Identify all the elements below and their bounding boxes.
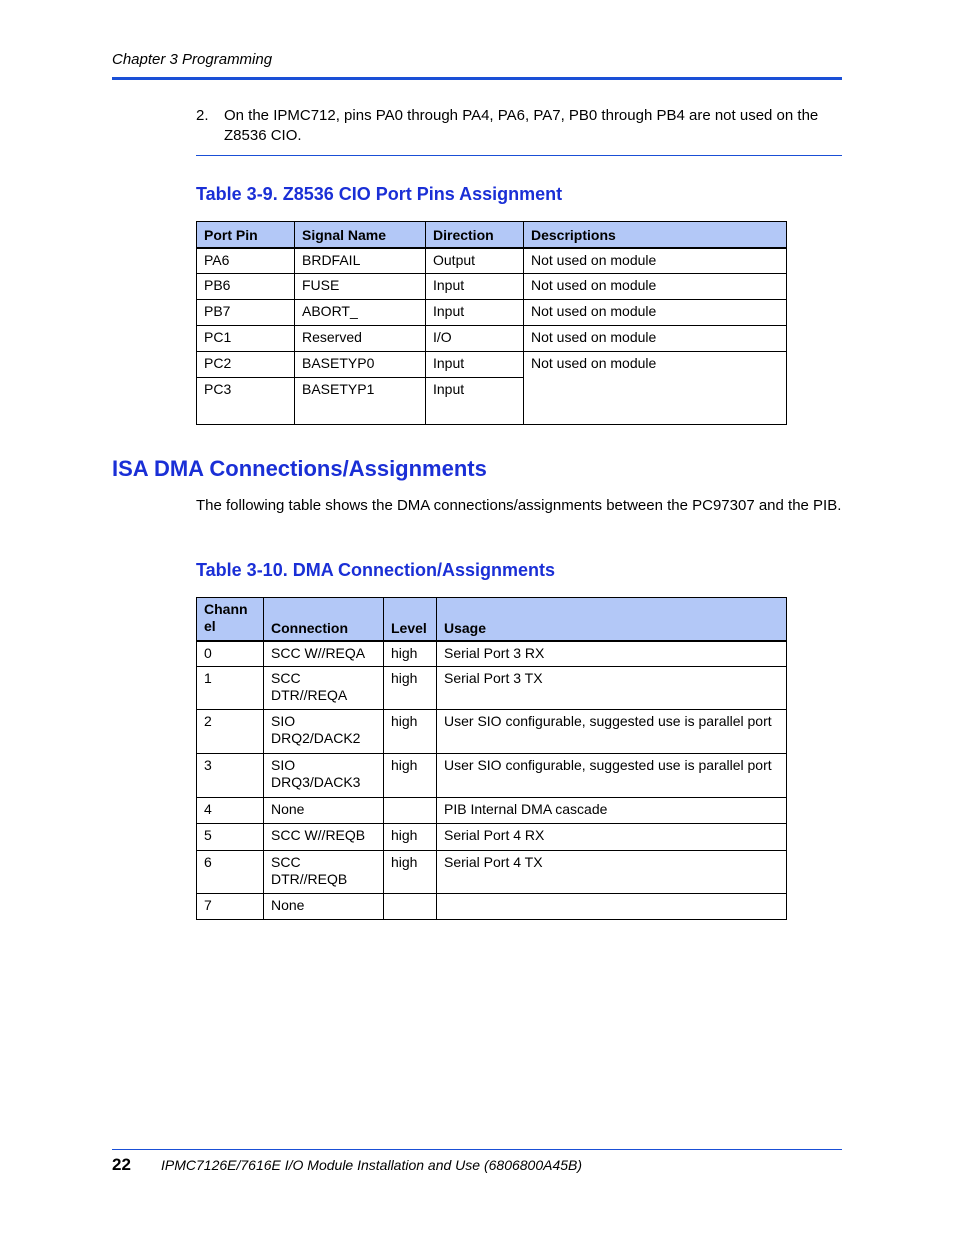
table-cell: PA6 (197, 248, 295, 274)
table-cell: 0 (197, 641, 264, 667)
table-header-row (197, 222, 787, 248)
column-header: Chann el (197, 598, 264, 641)
table-cell: I/O (426, 326, 524, 352)
table-header-row (197, 598, 787, 641)
table-cell: BASETYP0 (295, 352, 426, 378)
table-cell: PB6 (197, 274, 295, 300)
table-cell: None (264, 798, 384, 824)
table-row (197, 300, 787, 326)
table-cell: high (384, 754, 437, 798)
section-heading: ISA DMA Connections/Assignments (112, 456, 487, 481)
step-text: On the IPMC712, pins PA0 through PA4, PA6, PA7, PB0 through PB4 are not used on the Z8536 CIO. (224, 107, 819, 144)
table-row (197, 667, 787, 710)
table-cell: 3 (197, 754, 264, 798)
table-cell: 2 (197, 710, 264, 754)
table-cell: ABORT_ (295, 300, 426, 326)
table-row (197, 248, 787, 274)
chapter-header: Chapter 3 Programming (112, 51, 273, 68)
table-cell: User SIO configurable, suggested use is parallel port (437, 710, 787, 754)
table-cell: high (384, 824, 437, 851)
table-row (197, 326, 787, 352)
table-cell: 1 (197, 667, 264, 710)
table-cell: high (384, 710, 437, 754)
table-row (197, 894, 787, 920)
column-header: Signal Name (295, 222, 426, 248)
header-rule (112, 77, 842, 80)
column-header: Descriptions (524, 222, 787, 248)
table-cell: PC3 (197, 378, 295, 425)
table-row (197, 798, 787, 824)
table-cell: 6 (197, 851, 264, 894)
page-number: 22 (112, 1155, 131, 1174)
column-header: Port Pin (197, 222, 295, 248)
column-header: Level (384, 598, 437, 641)
table-row (197, 274, 787, 300)
table-cell: high (384, 641, 437, 667)
table-row (197, 352, 787, 378)
table-cell: high (384, 851, 437, 894)
table-cell (384, 798, 437, 824)
table-cell: Output (426, 248, 524, 274)
table-row (197, 851, 787, 894)
table-cell: 4 (197, 798, 264, 824)
table-cell: Serial Port 4 TX (437, 851, 787, 894)
table-cell: 7 (197, 894, 264, 920)
table-cell (384, 894, 437, 920)
table-cell: PC2 (197, 352, 295, 378)
table-cell: SCC W//REQB (264, 824, 384, 851)
table1-caption: Table 3-9. Z8536 CIO Port Pins Assignment (196, 184, 563, 204)
footer-title: IPMC7126E/7616E I/O Module Installation and Use (6806800A45B) (161, 1157, 583, 1173)
table-cell: SIO DRQ3/DACK3 (264, 754, 384, 798)
table2-caption: Table 3-10. DMA Connection/Assignments (196, 560, 556, 580)
column-header: Usage (437, 598, 787, 641)
table-cell: Input (426, 274, 524, 300)
column-header: Connection (264, 598, 384, 641)
port-pins-table (196, 221, 787, 425)
table-cell: Serial Port 4 RX (437, 824, 787, 851)
table-cell: Not used on module (524, 274, 787, 300)
table-row (197, 754, 787, 798)
step-number: 2. (196, 107, 209, 124)
table-cell: Serial Port 3 TX (437, 667, 787, 710)
table-cell: Input (426, 300, 524, 326)
table-cell: Serial Port 3 RX (437, 641, 787, 667)
table-row (197, 824, 787, 851)
table-cell: FUSE (295, 274, 426, 300)
column-header: Direction (426, 222, 524, 248)
table-cell: 5 (197, 824, 264, 851)
table-cell: SCC DTR//REQB (264, 851, 384, 894)
table-cell: Not used on module (524, 248, 787, 274)
section-intro: The following table shows the DMA connections/assignments between the PC97307 and the PIB. (196, 497, 842, 514)
table-cell: Input (426, 352, 524, 378)
table-cell: SCC DTR//REQA (264, 667, 384, 710)
table-cell: Not used on module (524, 300, 787, 326)
table-cell: SIO DRQ2/DACK2 (264, 710, 384, 754)
table-cell-merged: Not used on module (524, 352, 787, 425)
table-cell: high (384, 667, 437, 710)
table-cell: BRDFAIL (295, 248, 426, 274)
table-cell: User SIO configurable, suggested use is parallel port (437, 754, 787, 798)
table-cell (437, 894, 787, 920)
table-row (197, 710, 787, 754)
table-cell: Reserved (295, 326, 426, 352)
table-cell: SCC W//REQA (264, 641, 384, 667)
table-cell: None (264, 894, 384, 920)
step-rule (196, 155, 842, 156)
table-cell: PIB Internal DMA cascade (437, 798, 787, 824)
table-cell: PC1 (197, 326, 295, 352)
dma-table (196, 597, 787, 920)
footer-rule (112, 1149, 842, 1150)
table-row (197, 641, 787, 667)
table-cell: Not used on module (524, 326, 787, 352)
table-cell: PB7 (197, 300, 295, 326)
table-cell: Input (426, 378, 524, 425)
table-cell: BASETYP1 (295, 378, 426, 425)
